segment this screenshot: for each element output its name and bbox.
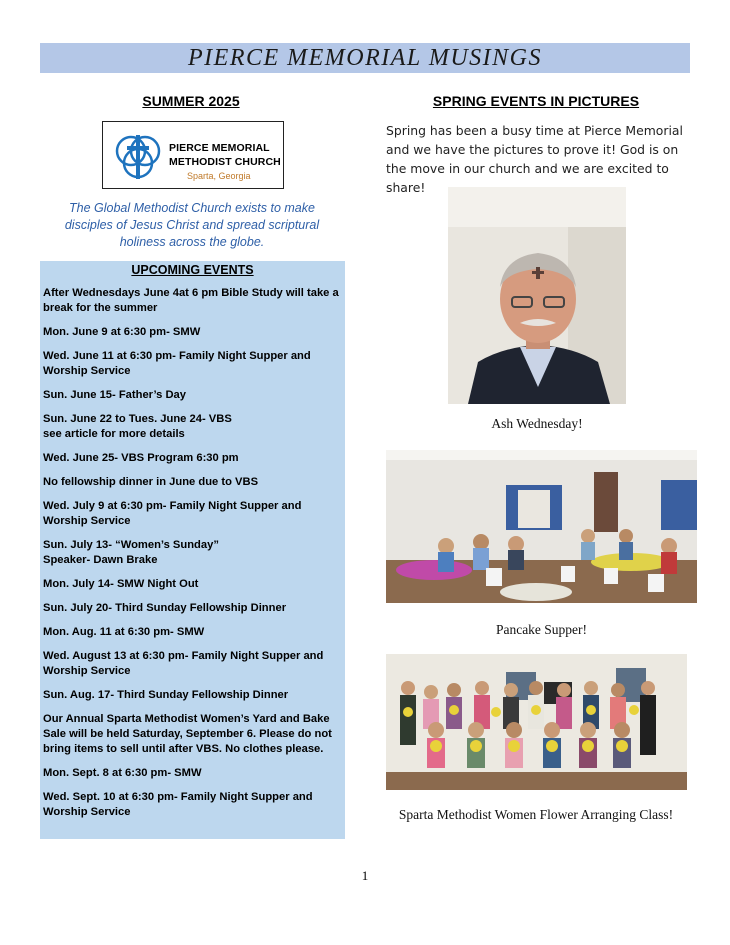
event-item: Sun. June 22 to Tues. June 24- VBS see article for more details [43, 413, 232, 440]
event-item: Wed. July 9 at 6:30 pm- Family Night Supper and Worship Service [43, 500, 302, 527]
logo-line-1: PIERCE MEMORIAL [169, 142, 270, 154]
flower-class-caption: Sparta Methodist Women Flower Arranging Class! [398, 807, 674, 822]
event-item: Mon. July 14- SMW Night Out [43, 578, 199, 590]
pancake-supper-caption: Pancake Supper! [495, 622, 588, 637]
flower-class-photo [386, 654, 687, 790]
event-item: No fellowship dinner in June due to VBS [43, 476, 259, 488]
page-number: 1 [361, 868, 369, 883]
event-item: Wed. June 11 at 6:30 pm- Family Night Supper and Worship Service [43, 350, 311, 377]
pancake-supper-photo [386, 450, 697, 603]
pictures-heading: SPRING EVENTS IN PICTURES [432, 93, 640, 109]
ash-wednesday-photo [448, 187, 626, 404]
event-item: Mon. Aug. 11 at 6:30 pm- SMW [43, 626, 205, 638]
event-item: Our Annual Sparta Methodist Women’s Yard and Bake Sale will be held Saturday, September 6. Please do not bring items to sell until after VBS. No clothes please. [43, 713, 332, 755]
event-item: Wed. June 25- VBS Program 6:30 pm [43, 452, 239, 464]
upcoming-events-title: UPCOMING EVENTS [131, 263, 254, 277]
event-item: Mon. Sept. 8 at 6:30 pm- SMW [43, 767, 202, 779]
season-heading: SUMMER 2025 [142, 93, 240, 109]
cross-circles-logo-icon [109, 127, 167, 185]
event-item: Wed. Sept. 10 at 6:30 pm- Family Night Supper and Worship Service [43, 791, 313, 818]
spring-intro-text: Spring has been a busy time at Pierce Memorial and we have the pictures to prove it! God is on the move in our church and we are excited to share! [386, 123, 683, 195]
event-item: Sun. Aug. 17- Third Sunday Fellowship Dinner [43, 689, 289, 701]
newsletter-masthead: PIERCE MEMORIAL MUSINGS [40, 43, 690, 73]
event-item: After Wednesdays June 4at 6 pm Bible Study will take a break for the summer [43, 287, 339, 314]
event-item: Sun. July 13- “Women’s Sunday” Speaker- Dawn Brake [43, 539, 219, 566]
event-item: Mon. June 9 at 6:30 pm- SMW [43, 326, 201, 338]
logo-line-2: METHODIST CHURCH [169, 156, 281, 168]
logo-location: Sparta, Georgia [187, 171, 251, 181]
event-item: Wed. August 13 at 6:30 pm- Family Night Supper and Worship Service [43, 650, 324, 677]
event-item: Sun. July 20- Third Sunday Fellowship Dinner [43, 602, 287, 614]
church-logo [102, 121, 284, 189]
upcoming-events-box [40, 261, 345, 839]
ash-wednesday-caption: Ash Wednesday! [491, 416, 583, 431]
mission-statement: The Global Methodist Church exists to make disciples of Jesus Christ and spread scriptural holiness across the globe. [64, 201, 320, 249]
event-item: Sun. June 15- Father’s Day [43, 389, 186, 401]
